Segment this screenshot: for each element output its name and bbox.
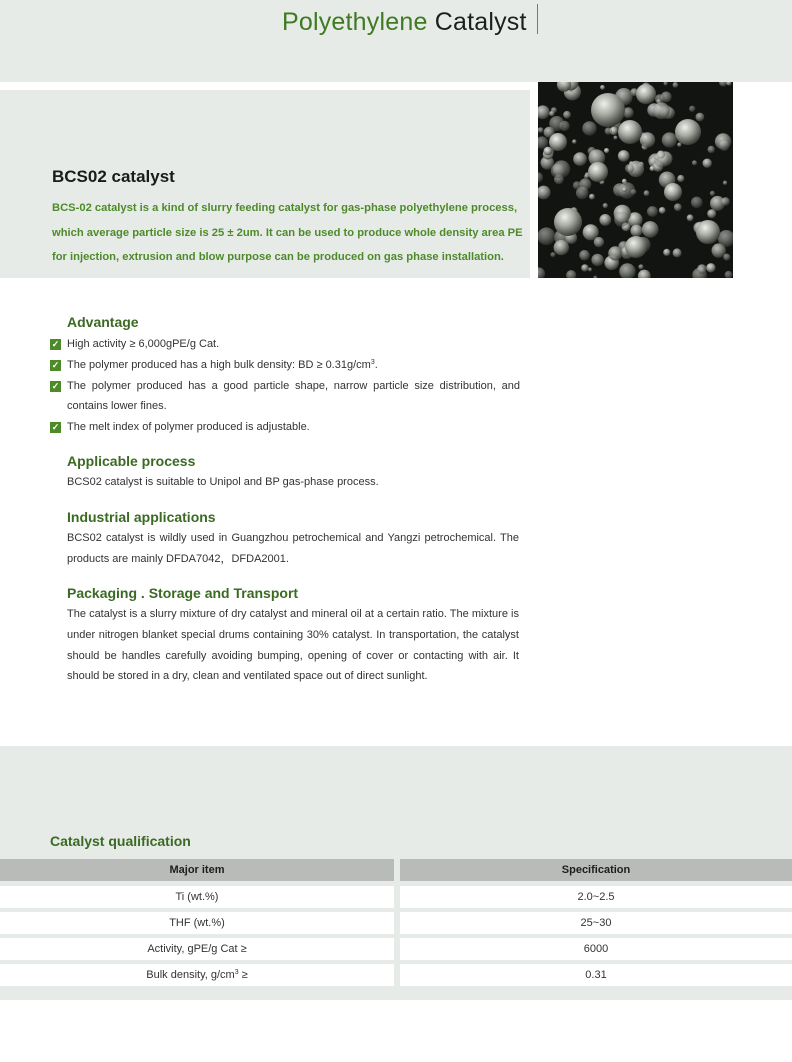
- table-header-major-item: Major item: [0, 859, 394, 881]
- table-cell-item: Bulk density, $g/cm^3$ ≥: [0, 964, 394, 986]
- page-title: [282, 8, 527, 37]
- page-title-word-1: Polyethylene: [282, 8, 428, 36]
- table-cell-item: Ti (wt.%): [0, 886, 394, 908]
- advantage-list: [50, 334, 520, 438]
- qualification-title: Catalyst qualification: [50, 833, 191, 849]
- table-row: [0, 912, 792, 934]
- table-row: [0, 938, 792, 960]
- industrial-applications-text: BCS02 catalyst is wildly used in Guangzhou petrochemical and Yangzi petrochemical. The products are mainly DFDA7042，DFDA2001.: [67, 532, 519, 565]
- applicable-process-heading: Applicable process: [67, 453, 196, 469]
- table-header-specification: Specification: [400, 859, 792, 881]
- table-header-row: [0, 859, 792, 881]
- intro-title: BCS02 catalyst: [52, 167, 175, 186]
- table-row: [0, 886, 792, 908]
- advantage-item: ✓ The polymer produced has a high bulk density: BD ≥ $0.31g/cm^3$.: [51, 358, 378, 371]
- table-cell-spec: 0.31: [400, 964, 792, 986]
- industrial-applications-heading: Industrial applications: [67, 509, 216, 525]
- applicable-process-text: BCS02 catalyst is suitable to Unipol and BP gas-phase process.: [67, 476, 379, 488]
- checkbox-icon: ✓: [51, 359, 60, 370]
- catalyst-particles-photo: [538, 82, 733, 278]
- table-row: [0, 964, 792, 986]
- packaging-heading: Packaging . Storage and Transport: [67, 585, 299, 601]
- checkbox-icon: ✓: [51, 380, 60, 391]
- catalyst-particles-image: [538, 82, 733, 278]
- page-title-word-2: Catalyst: [434, 8, 527, 36]
- table-cell-item: Activity, gPE/g Cat ≥: [0, 938, 394, 960]
- checkbox-icon: ✓: [51, 422, 60, 433]
- advantage-item: ✓ The melt index of polymer produced is adjustable.: [51, 421, 310, 434]
- advantage-heading: Advantage: [67, 314, 139, 330]
- title-divider: [537, 4, 538, 34]
- table-cell-spec: 6000: [400, 938, 792, 960]
- table-cell-spec: 25~30: [400, 912, 792, 934]
- checkbox-icon: ✓: [51, 339, 60, 349]
- intro-text: BCS-02 catalyst is a kind of slurry feeding catalyst for gas-phase polyethylene process, which average particle size is 25 ± 2um. It can be used to produce whole density area PE for injection, extrusion and blow purpose can be produced on gas phase installation.: [52, 202, 523, 263]
- advantage-item: ✓ High activity ≥ 6,000gPE/g Cat.: [51, 338, 220, 350]
- advantage-item: ✓ The polymer produced has a good particle shape, narrow particle size distribution, and contains lower fines.: [51, 379, 520, 413]
- packaging-text: The catalyst is a slurry mixture of dry catalyst and mineral oil at a certain ratio. The mixture is under nitrogen blanket special drums containing 30% catalyst. In transportation, the catalyst should be handles carefully avoiding bumping, opening of cover or contacting with air. It should be stored in a dry, clean and ventilated space out of direct sunlight.: [67, 608, 519, 683]
- table-cell-item: THF (wt.%): [0, 912, 394, 934]
- table-cell-spec: 2.0~2.5: [400, 886, 792, 908]
